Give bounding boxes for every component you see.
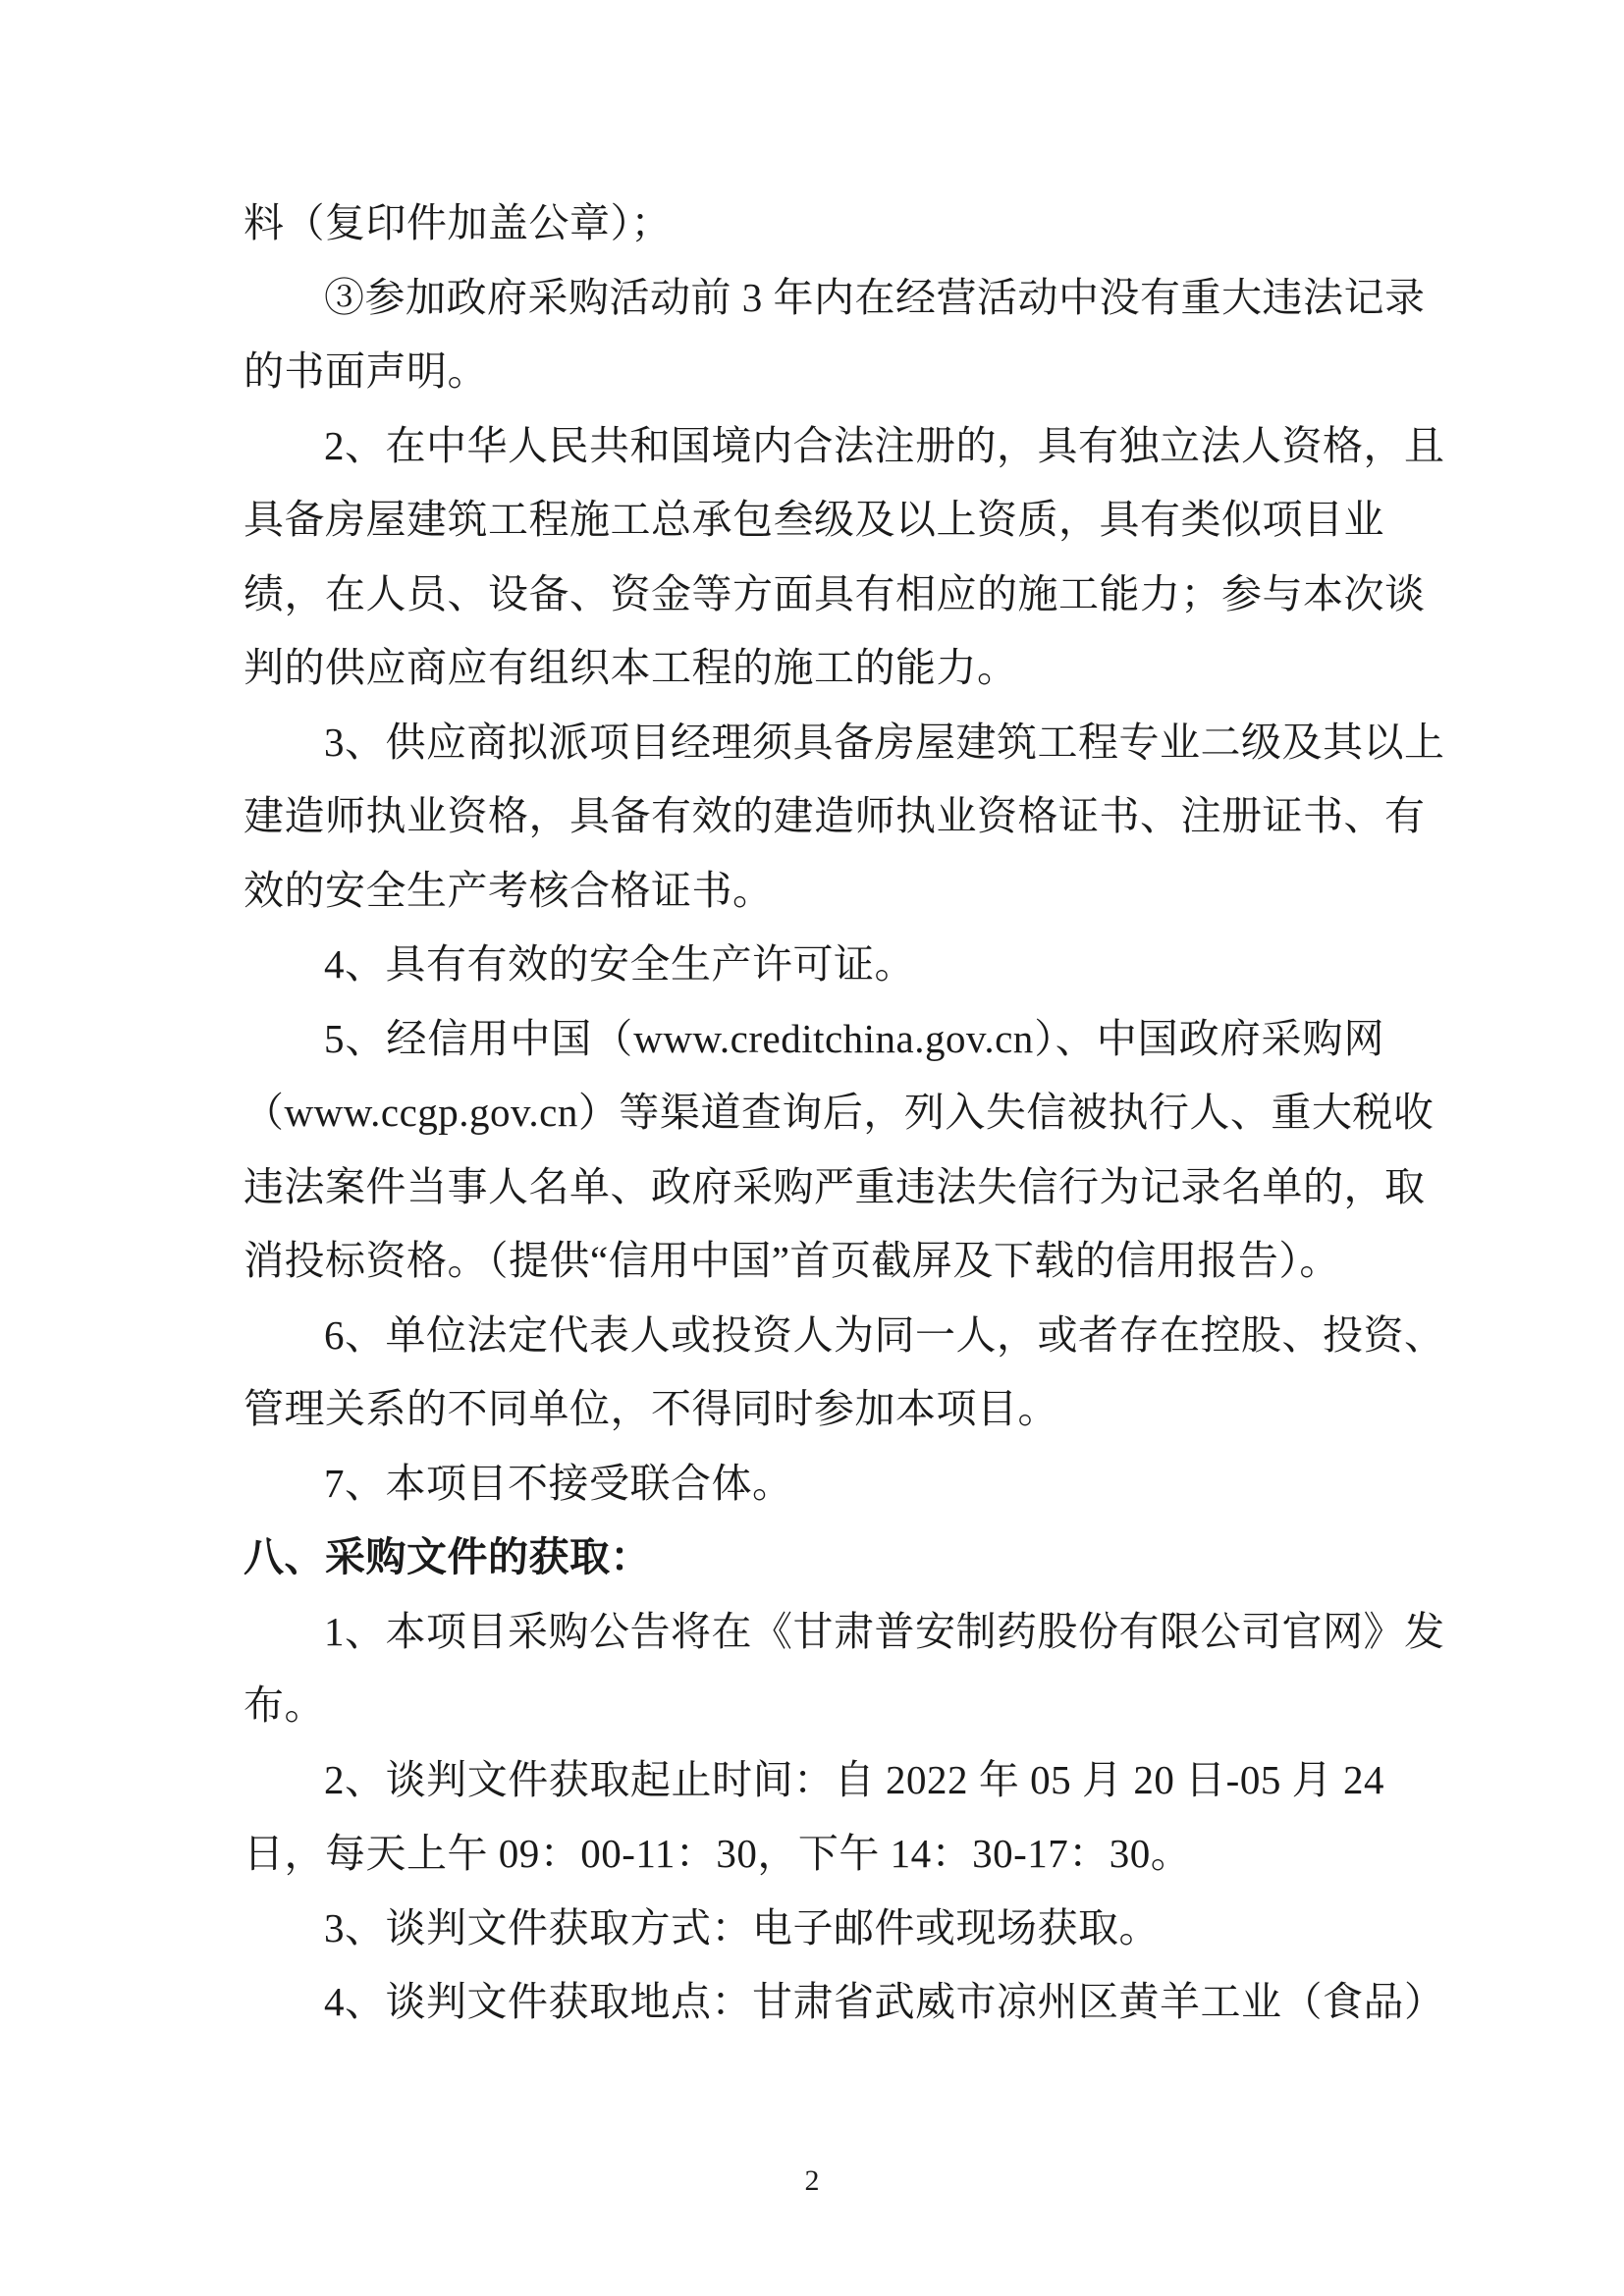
- text-line: 料（复印件加盖公章）；: [244, 200, 672, 245]
- text-line: 违法案件当事人名单、政府采购严重违法失信行为记录名单的，取: [244, 1163, 1426, 1209]
- text-line: 建造师执业资格，具备有效的建造师执业资格证书、注册证书、有: [244, 793, 1426, 838]
- section-heading: 八、采购文件的获取：: [244, 1534, 651, 1579]
- text-line: 具备房屋建筑工程施工总承包叁级及以上资质，具有类似项目业: [244, 497, 1384, 542]
- text-line: 布。: [244, 1682, 325, 1728]
- text-line: 1、本项目采购公告将在《甘肃普安制药股份有限公司官网》发: [324, 1608, 1445, 1654]
- page-number: 2: [804, 2164, 820, 2197]
- text-line: 2、谈判文件获取起止时间：自 2022 年 05 月 20 日-05 月 24: [324, 1756, 1384, 1802]
- text-line: （www.ccgp.gov.cn）等渠道查询后，列入失信被执行人、重大税收: [244, 1090, 1435, 1135]
- text-line: 效的安全生产考核合格证书。: [244, 867, 774, 913]
- text-line: 绩，在人员、设备、资金等方面具有相应的施工能力；参与本次谈: [244, 570, 1426, 616]
- text-line: 2、在中华人民共和国境内合法注册的，具有独立法人资格，且: [324, 422, 1445, 468]
- text-line: 3、供应商拟派项目经理须具备房屋建筑工程专业二级及其以上: [324, 719, 1445, 765]
- text-line: 6、单位法定代表人或投资人为同一人，或者存在控股、投资、: [324, 1311, 1445, 1358]
- text-line: 4、具有有效的安全生产许可证。: [324, 941, 915, 987]
- text-line: 4、谈判文件获取地点：甘肃省武威市凉州区黄羊工业（食品）: [324, 1979, 1445, 2024]
- text-line: 7、本项目不接受联合体。: [324, 1460, 793, 1506]
- text-line: 3、谈判文件获取方式：电子邮件或现场获取。: [324, 1904, 1160, 1950]
- text-line: 的书面声明。: [244, 348, 488, 394]
- text-line: 管理关系的不同单位，不得同时参加本项目。: [244, 1386, 1058, 1431]
- page-body-text: [244, 187, 1445, 2040]
- text-line: 判的供应商应有组织本工程的施工的能力。: [244, 645, 1018, 690]
- text-line: 消投标资格。（提供“信用中国”首页截屏及下载的信用报告）。: [244, 1238, 1340, 1283]
- text-line: 5、经信用中国（www.creditchina.gov.cn）、中国政府采购网: [324, 1015, 1384, 1061]
- text-line: ③参加政府采购活动前 3 年内在经营活动中没有重大违法记录: [324, 274, 1426, 320]
- text-line: 日，每天上午 09：00-11：30，下午 14：30-17：30。: [244, 1831, 1192, 1876]
